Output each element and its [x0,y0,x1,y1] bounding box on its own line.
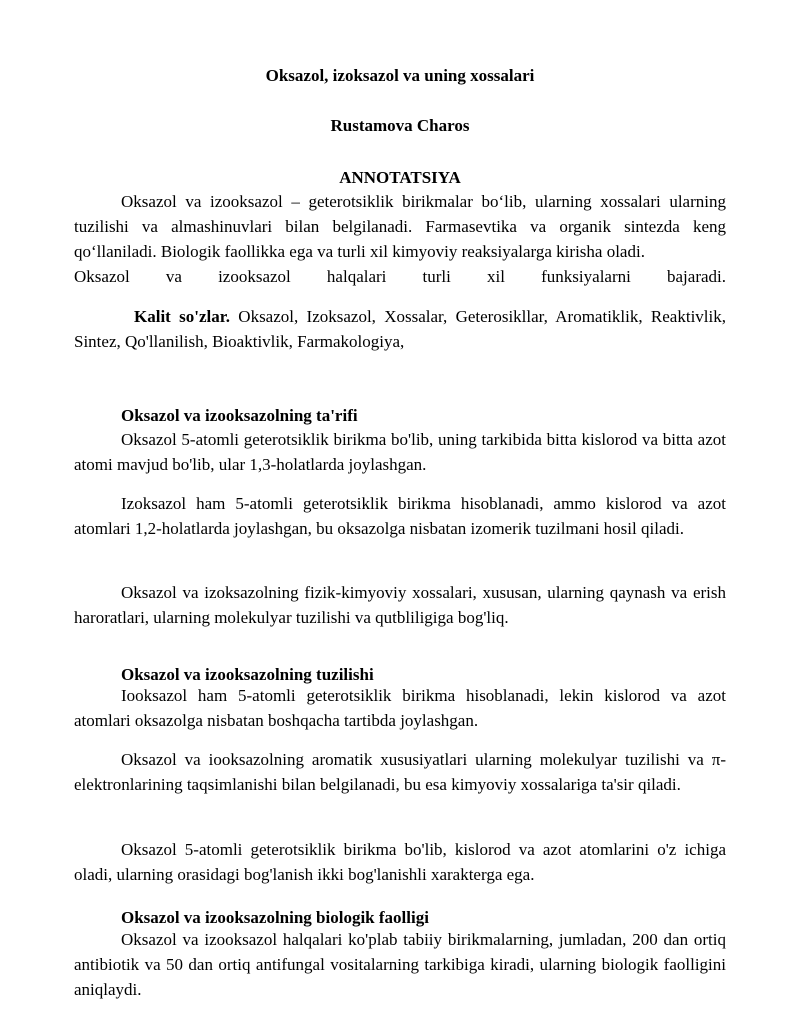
abstract-text [74,189,726,264]
section-paragraph: Izoksazol ham 5-atomli geterotsiklik birikma hisoblanadi, ammo kislorod va azot atomlari 1,2-holatlarda joylashgan, bu oksazolga nisbatan izomerik tuzilmani hosil qiladi. [74,494,726,538]
paper-title: Oksazol, izoksazol va uning xossalari [265,66,535,85]
section-paragraph: Oksazol va izoksazolning fizik-kimyoviy xossalari, xususan, ularning qaynash va erish haroratlari, ularning molekulyar tuzilishi va qutbliligiga bog'liq. [74,583,726,627]
section-paragraph: Iooksazol ham 5-atomli geterotsiklik birikma hisoblanadi, lekin kislorod va azot atomlari oksazolga nisbatan boshqacha tartibda joylashgan. [74,686,726,730]
keywords-paragraph [74,304,726,354]
section-heading-biology: Oksazol va izooksazolning biologik faolligi [121,908,429,927]
abstract-text-main: Oksazol va izooksazol – geterotsiklik birikmalar bo‘lib, ularning xossalari ularning tuzilishi va almashinuvlari bilan belgilanadi. Farmasevtika va organik sintezda keng qo‘llaniladi. Biologik faollikka ega va turli xil kimyoviy reaksiyalarga kirisha oladi. [74,192,726,261]
abstract-text-last-line: Oksazol va izooksazol halqalari turli xil funksiyalarni bajaradi. [74,267,726,286]
abstract-heading: ANNOTATSIYA [339,168,461,187]
section-heading-definition: Oksazol va izooksazolning ta'rifi [121,406,358,425]
section-paragraph: Oksazol 5-atomli geterotsiklik birikma bo'lib, uning tarkibida bitta kislorod va bitta azot atomi mavjud bo'lib, ular 1,3-holatlarda joylashgan. [74,430,726,474]
section-paragraph: Oksazol va izooksazol halqalari ko'plab tabiiy birikmalarning, jumladan, 200 dan ortiq antibiotik va 50 dan ortiq antifungal vositalarning tarkibiga kiradi, ularning biologik faolligini aniqlaydi. [74,930,726,999]
section-heading-structure: Oksazol va izooksazolning tuzilishi [121,665,374,684]
section-paragraph: Oksazol va iooksazolning aromatik xususiyatlari ularning molekulyar tuzilishi va π-elektronlarining taqsimlanishi bilan belgilanadi, bu esa kimyoviy xossalariga ta'sir qiladi. [74,750,726,794]
keywords-text: Oksazol, Izoksazol, Xossalar, Geterosikllar, Aromatiklik, Reaktivlik, Sintez, Qo'llanilish, Bioaktivlik, Farmakologiya, [74,307,726,351]
section-paragraph: Oksazol 5-atomli geterotsiklik birikma bo'lib, kislorod va azot atomlarini o'z ichiga oladi, ularning orasidagi bog'lanish ikki bog'lanishli xarakterga ega. [74,840,726,884]
keywords-label: Kalit so'zlar. [134,307,230,326]
author-name: Rustamova Charos [330,116,470,135]
